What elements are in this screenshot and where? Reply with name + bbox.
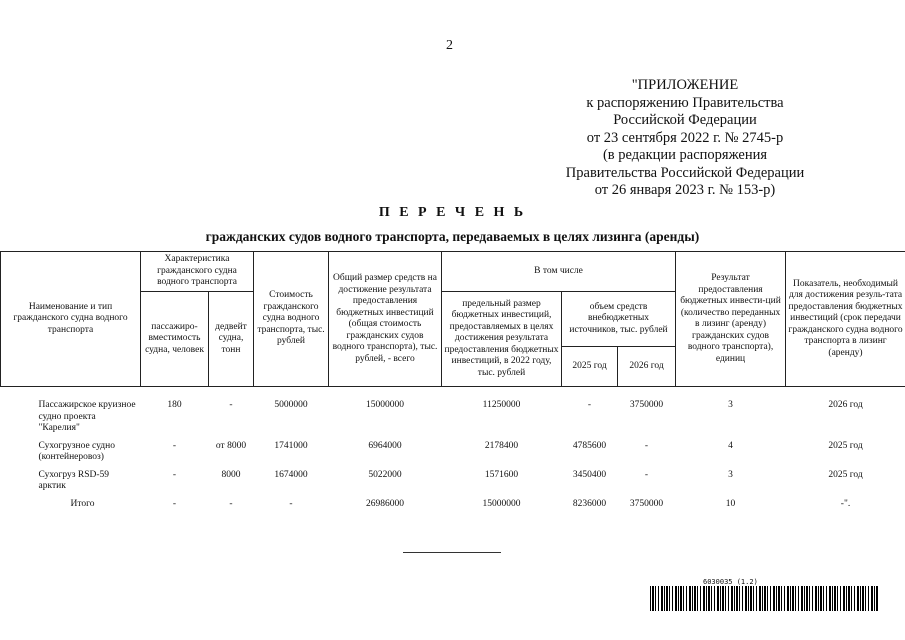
header-result: Результат предоставления бюджетных инвести-ций (количество переданных в лизинг (аренду) гражданских судов водного транспорта), единиц [676, 252, 786, 387]
header-total-funds: Общий размер средств на достижение результата предоставления бюджетных инвестиций (общая стоимость гражданских судов водного транспорта), тыс. рублей, - всего [329, 252, 442, 387]
header-budget-limit: предельный размер бюджетных инвестиций, предоставляемых в целях достижения результата предоставления бюджетных инвестиций, в 2022 году, тыс. рублей [442, 292, 562, 387]
cell-result: 10 [725, 498, 736, 509]
header-indicator: Показатель, необходимый для достижения резуль-тата предоставления бюджетных инвестиций (срок передачи гражданского судна водного транспорта в лизинг (аренду) [786, 252, 905, 387]
cell-2025: - [587, 400, 592, 410]
cell-2026: 3750000 [629, 498, 664, 509]
total-row [1, 496, 905, 514]
table-row [1, 438, 905, 467]
cell-deadweight: от 8000 [215, 440, 247, 451]
cell-2026: - [644, 440, 649, 451]
cell-cost: - [289, 498, 293, 509]
appendix-line: от 23 сентября 2022 г. № 2745-р [586, 129, 784, 146]
cell-result: 3 [728, 400, 733, 410]
cell-term: 2026 год [828, 400, 863, 410]
table-row [1, 467, 905, 496]
cell-name: Сухогруз RSD-59 арктик [38, 469, 110, 491]
appendix-block [560, 77, 810, 200]
cell-deadweight: - [229, 400, 233, 410]
cell-name: Сухогрузное судно (контейнеровоз) [38, 440, 115, 462]
cell-total: 15000000 [366, 400, 404, 410]
cell-capacity: - [172, 469, 177, 480]
appendix-line: Российской Федерации [613, 112, 757, 128]
appendix-line: от 26 января 2023 г. № 153-р) [594, 182, 776, 198]
closing-rule [403, 552, 501, 553]
cell-total: 6964000 [368, 440, 402, 451]
barcode [650, 586, 878, 611]
cell-cost: 1741000 [274, 440, 308, 451]
cell-total: 5022000 [368, 469, 402, 480]
cell-cost: 1674000 [274, 469, 308, 480]
document-subtitle: гражданских судов водного транспорта, передаваемых в целях лизинга (аренды) [205, 229, 700, 244]
cell-result: 4 [728, 440, 733, 451]
cell-term: -". [840, 498, 851, 509]
cell-2026: 3750000 [629, 400, 664, 410]
cell-2025: 3450400 [572, 469, 607, 480]
cell-capacity: 180 [167, 400, 182, 410]
header-year-2025: 2025 год [562, 347, 618, 387]
table-row [1, 397, 905, 438]
cell-result: 3 [728, 469, 733, 480]
appendix-line: к распоряжению Правительства [586, 94, 784, 111]
cell-capacity: - [172, 440, 177, 451]
appendix-line: "ПРИЛОЖЕНИЕ [631, 77, 739, 93]
document-title: П Е Р Е Ч Е Н Ь [378, 205, 527, 220]
vessels-table [0, 251, 905, 513]
header-deadweight: дедвейт судна, тонн [209, 292, 254, 387]
header-name: Наименование и тип гражданского судна водного транспорта [1, 252, 141, 387]
cell-deadweight: 8000 [221, 469, 241, 480]
cell-budget: 2178400 [484, 440, 519, 451]
cell-name: Пассажирское круизное судно проекта "Карелия" [38, 400, 136, 433]
cell-2025: 4785600 [572, 440, 607, 451]
header-extra-budget: объем средств внебюджетных источников, тыс. рублей [562, 292, 676, 347]
header-including: В том числе [442, 252, 676, 292]
cell-2026: - [644, 469, 649, 480]
cell-budget: 1571600 [484, 469, 519, 480]
cell-2025: 8236000 [572, 498, 607, 509]
appendix-line: (в редакции распоряжения [602, 147, 768, 163]
cell-term: 2025 год [828, 469, 863, 480]
appendix-line: Правительства Российской Федерации [565, 164, 805, 181]
cell-budget: 15000000 [482, 498, 521, 509]
cell-name: Итого [70, 498, 95, 509]
cell-cost: 5000000 [274, 400, 308, 410]
cell-capacity: - [172, 498, 177, 509]
cell-budget: 11250000 [482, 400, 521, 410]
cell-total: 26986000 [366, 498, 404, 509]
page-number: 2 [446, 38, 453, 53]
cell-term: 2025 год [828, 440, 863, 451]
header-characteristics: Характеристика гражданского судна водного транспорта [141, 252, 254, 292]
header-capacity: пассажиро-вместимость судна, человек [141, 292, 209, 387]
header-cost: Стоимость гражданского судна водного транспорта, тыс. рублей [254, 252, 329, 387]
cell-deadweight: - [229, 498, 233, 509]
header-year-2026: 2026 год [618, 347, 676, 387]
barcode-code: 6030035 (1.2) [703, 578, 758, 586]
